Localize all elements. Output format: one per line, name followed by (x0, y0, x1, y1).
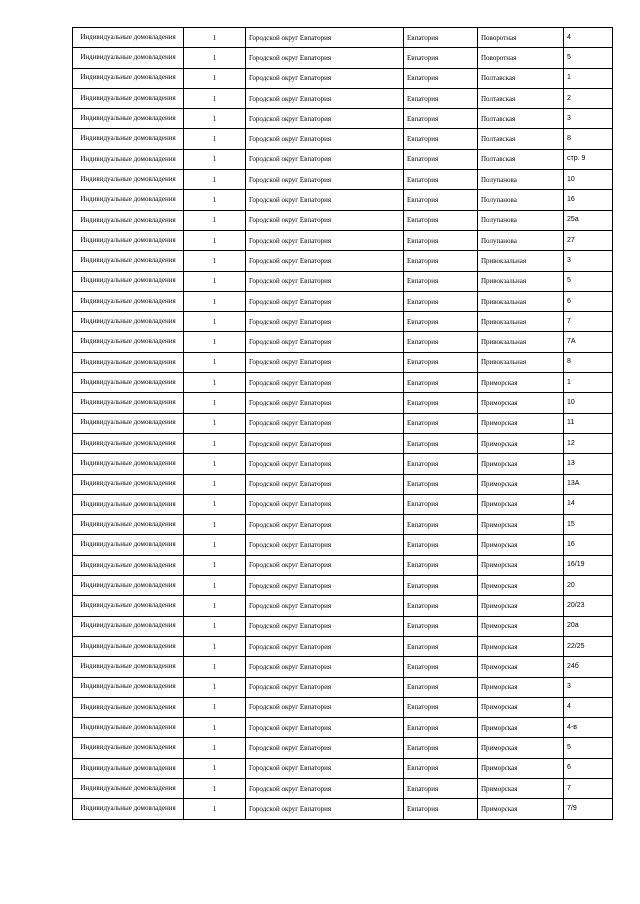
count-cell: 1 (184, 454, 246, 474)
city-cell: Евпатория (404, 494, 478, 514)
district-cell: Городской округ Евпатория (246, 494, 404, 514)
building-type-cell: Индивидуальные домовладения (73, 149, 184, 169)
street-cell: Привокзальная (478, 251, 564, 271)
city-cell: Евпатория (404, 555, 478, 575)
street-cell: Привокзальная (478, 352, 564, 372)
district-cell: Городской округ Евпатория (246, 312, 404, 332)
street-cell: Приморская (478, 433, 564, 453)
city-cell: Евпатория (404, 616, 478, 636)
house-number-cell: 20 (564, 576, 613, 596)
city-cell: Евпатория (404, 28, 478, 48)
district-cell: Городской округ Евпатория (246, 535, 404, 555)
district-cell: Городской округ Евпатория (246, 251, 404, 271)
street-cell: Привокзальная (478, 332, 564, 352)
building-type-cell: Индивидуальные домовладения (73, 799, 184, 819)
house-number-cell: 12 (564, 433, 613, 453)
house-number-cell: 5 (564, 271, 613, 291)
house-number-cell: 6 (564, 291, 613, 311)
building-type-cell: Индивидуальные домовладения (73, 697, 184, 717)
street-cell: Полупанова (478, 230, 564, 250)
table-row (73, 170, 613, 190)
street-cell: Приморская (478, 474, 564, 494)
table-row (73, 636, 613, 656)
street-cell: Приморская (478, 758, 564, 778)
city-cell: Евпатория (404, 433, 478, 453)
street-cell: Приморская (478, 494, 564, 514)
table-row (73, 718, 613, 738)
street-cell: Приморская (478, 515, 564, 535)
city-cell: Евпатория (404, 535, 478, 555)
city-cell: Евпатория (404, 454, 478, 474)
district-cell: Городской округ Евпатория (246, 657, 404, 677)
building-type-cell: Индивидуальные домовладения (73, 129, 184, 149)
district-cell: Городской округ Евпатория (246, 373, 404, 393)
city-cell: Евпатория (404, 677, 478, 697)
district-cell: Городской округ Евпатория (246, 555, 404, 575)
district-cell: Городской округ Евпатория (246, 738, 404, 758)
city-cell: Евпатория (404, 271, 478, 291)
house-number-cell: 16 (564, 190, 613, 210)
city-cell: Евпатория (404, 332, 478, 352)
house-number-cell: 8 (564, 352, 613, 372)
count-cell: 1 (184, 68, 246, 88)
building-type-cell: Индивидуальные домовладения (73, 28, 184, 48)
building-type-cell: Индивидуальные домовладения (73, 555, 184, 575)
count-cell: 1 (184, 251, 246, 271)
house-number-cell: 25а (564, 210, 613, 230)
building-type-cell: Индивидуальные домовладения (73, 109, 184, 129)
city-cell: Евпатория (404, 109, 478, 129)
city-cell: Евпатория (404, 657, 478, 677)
district-cell: Городской округ Евпатория (246, 271, 404, 291)
city-cell: Евпатория (404, 170, 478, 190)
district-cell: Городской округ Евпатория (246, 129, 404, 149)
house-number-cell: 4 (564, 28, 613, 48)
street-cell: Приморская (478, 596, 564, 616)
street-cell: Приморская (478, 657, 564, 677)
district-cell: Городской округ Евпатория (246, 474, 404, 494)
table-row (73, 332, 613, 352)
table-row (73, 433, 613, 453)
street-cell: Приморская (478, 616, 564, 636)
building-type-cell: Индивидуальные домовладения (73, 515, 184, 535)
count-cell: 1 (184, 312, 246, 332)
house-number-cell: 20а (564, 616, 613, 636)
count-cell: 1 (184, 271, 246, 291)
district-cell: Городской округ Евпатория (246, 616, 404, 636)
table-row (73, 48, 613, 68)
house-number-cell: 13А (564, 474, 613, 494)
table-row (73, 230, 613, 250)
city-cell: Евпатория (404, 799, 478, 819)
house-number-cell: 4-в (564, 718, 613, 738)
house-number-cell: 7 (564, 778, 613, 798)
house-number-cell: 3 (564, 109, 613, 129)
street-cell: Приморская (478, 535, 564, 555)
table-row (73, 190, 613, 210)
count-cell: 1 (184, 129, 246, 149)
count-cell: 1 (184, 799, 246, 819)
district-cell: Городской округ Евпатория (246, 454, 404, 474)
table-row (73, 799, 613, 819)
building-type-cell: Индивидуальные домовладения (73, 758, 184, 778)
table-row (73, 515, 613, 535)
table-row (73, 778, 613, 798)
table-row (73, 738, 613, 758)
count-cell: 1 (184, 738, 246, 758)
building-type-cell: Индивидуальные домовладения (73, 454, 184, 474)
house-number-cell: 1 (564, 373, 613, 393)
house-number-cell: 16 (564, 535, 613, 555)
district-cell: Городской округ Евпатория (246, 677, 404, 697)
district-cell: Городской округ Евпатория (246, 778, 404, 798)
address-table (72, 27, 613, 820)
building-type-cell: Индивидуальные домовладения (73, 190, 184, 210)
count-cell: 1 (184, 332, 246, 352)
count-cell: 1 (184, 555, 246, 575)
table-row (73, 373, 613, 393)
building-type-cell: Индивидуальные домовладения (73, 291, 184, 311)
table-row (73, 393, 613, 413)
count-cell: 1 (184, 48, 246, 68)
count-cell: 1 (184, 718, 246, 738)
house-number-cell: стр. 9 (564, 149, 613, 169)
building-type-cell: Индивидуальные домовладения (73, 373, 184, 393)
district-cell: Городской округ Евпатория (246, 636, 404, 656)
district-cell: Городской округ Евпатория (246, 352, 404, 372)
table-row (73, 494, 613, 514)
house-number-cell: 15 (564, 515, 613, 535)
street-cell: Привокзальная (478, 291, 564, 311)
street-cell: Полтавская (478, 68, 564, 88)
city-cell: Евпатория (404, 190, 478, 210)
house-number-cell: 11 (564, 413, 613, 433)
street-cell: Полтавская (478, 109, 564, 129)
city-cell: Евпатория (404, 474, 478, 494)
table-row (73, 596, 613, 616)
street-cell: Полупанова (478, 170, 564, 190)
city-cell: Евпатория (404, 230, 478, 250)
district-cell: Городской округ Евпатория (246, 48, 404, 68)
house-number-cell: 7 (564, 312, 613, 332)
building-type-cell: Индивидуальные домовладения (73, 312, 184, 332)
building-type-cell: Индивидуальные домовладения (73, 494, 184, 514)
house-number-cell: 6 (564, 758, 613, 778)
building-type-cell: Индивидуальные домовладения (73, 230, 184, 250)
street-cell: Приморская (478, 636, 564, 656)
count-cell: 1 (184, 474, 246, 494)
table-row (73, 454, 613, 474)
house-number-cell: 5 (564, 738, 613, 758)
building-type-cell: Индивидуальные домовладения (73, 738, 184, 758)
city-cell: Евпатория (404, 758, 478, 778)
building-type-cell: Индивидуальные домовладения (73, 657, 184, 677)
building-type-cell: Индивидуальные домовладения (73, 68, 184, 88)
count-cell: 1 (184, 170, 246, 190)
house-number-cell: 7/9 (564, 799, 613, 819)
count-cell: 1 (184, 210, 246, 230)
house-number-cell: 2 (564, 88, 613, 108)
city-cell: Евпатория (404, 373, 478, 393)
count-cell: 1 (184, 697, 246, 717)
district-cell: Городской округ Евпатория (246, 515, 404, 535)
building-type-cell: Индивидуальные домовладения (73, 210, 184, 230)
street-cell: Полупанова (478, 190, 564, 210)
table-row (73, 616, 613, 636)
district-cell: Городской округ Евпатория (246, 433, 404, 453)
count-cell: 1 (184, 190, 246, 210)
street-cell: Приморская (478, 576, 564, 596)
house-number-cell: 13 (564, 454, 613, 474)
district-cell: Городской округ Евпатория (246, 596, 404, 616)
district-cell: Городской округ Евпатория (246, 697, 404, 717)
table-row (73, 271, 613, 291)
count-cell: 1 (184, 433, 246, 453)
district-cell: Городской округ Евпатория (246, 68, 404, 88)
table-row (73, 109, 613, 129)
table-row (73, 758, 613, 778)
table-row (73, 413, 613, 433)
count-cell: 1 (184, 393, 246, 413)
street-cell: Приморская (478, 454, 564, 474)
street-cell: Приморская (478, 778, 564, 798)
building-type-cell: Индивидуальные домовладения (73, 474, 184, 494)
street-cell: Привокзальная (478, 271, 564, 291)
city-cell: Евпатория (404, 515, 478, 535)
table-row (73, 129, 613, 149)
count-cell: 1 (184, 413, 246, 433)
district-cell: Городской округ Евпатория (246, 393, 404, 413)
count-cell: 1 (184, 230, 246, 250)
street-cell: Поворотная (478, 48, 564, 68)
house-number-cell: 14 (564, 494, 613, 514)
building-type-cell: Индивидуальные домовладения (73, 48, 184, 68)
city-cell: Евпатория (404, 291, 478, 311)
count-cell: 1 (184, 109, 246, 129)
street-cell: Приморская (478, 393, 564, 413)
building-type-cell: Индивидуальные домовладения (73, 170, 184, 190)
count-cell: 1 (184, 28, 246, 48)
city-cell: Евпатория (404, 88, 478, 108)
house-number-cell: 8 (564, 129, 613, 149)
city-cell: Евпатория (404, 68, 478, 88)
count-cell: 1 (184, 535, 246, 555)
table-row (73, 28, 613, 48)
street-cell: Приморская (478, 697, 564, 717)
city-cell: Евпатория (404, 393, 478, 413)
table-row (73, 474, 613, 494)
street-cell: Приморская (478, 413, 564, 433)
table-row (73, 657, 613, 677)
street-cell: Привокзальная (478, 312, 564, 332)
table-row (73, 576, 613, 596)
table-row (73, 697, 613, 717)
district-cell: Городской округ Евпатория (246, 718, 404, 738)
building-type-cell: Индивидуальные домовладения (73, 535, 184, 555)
city-cell: Евпатория (404, 636, 478, 656)
district-cell: Городской округ Евпатория (246, 170, 404, 190)
street-cell: Полтавская (478, 88, 564, 108)
street-cell: Приморская (478, 677, 564, 697)
building-type-cell: Индивидуальные домовладения (73, 271, 184, 291)
district-cell: Городской округ Евпатория (246, 576, 404, 596)
table-row (73, 251, 613, 271)
city-cell: Евпатория (404, 718, 478, 738)
table-row (73, 352, 613, 372)
building-type-cell: Индивидуальные домовладения (73, 393, 184, 413)
table-row (73, 68, 613, 88)
table-row (73, 535, 613, 555)
house-number-cell: 1 (564, 68, 613, 88)
district-cell: Городской округ Евпатория (246, 28, 404, 48)
district-cell: Городской округ Евпатория (246, 291, 404, 311)
building-type-cell: Индивидуальные домовладения (73, 778, 184, 798)
building-type-cell: Индивидуальные домовладения (73, 596, 184, 616)
count-cell: 1 (184, 758, 246, 778)
building-type-cell: Индивидуальные домовладения (73, 88, 184, 108)
building-type-cell: Индивидуальные домовладения (73, 718, 184, 738)
table-row (73, 555, 613, 575)
building-type-cell: Индивидуальные домовладения (73, 677, 184, 697)
district-cell: Городской округ Евпатория (246, 149, 404, 169)
building-type-cell: Индивидуальные домовладения (73, 251, 184, 271)
count-cell: 1 (184, 616, 246, 636)
district-cell: Городской округ Евпатория (246, 190, 404, 210)
count-cell: 1 (184, 636, 246, 656)
street-cell: Приморская (478, 555, 564, 575)
house-number-cell: 3 (564, 251, 613, 271)
street-cell: Полтавская (478, 129, 564, 149)
building-type-cell: Индивидуальные домовладения (73, 352, 184, 372)
district-cell: Городской округ Евпатория (246, 88, 404, 108)
street-cell: Приморская (478, 738, 564, 758)
building-type-cell: Индивидуальные домовладения (73, 433, 184, 453)
house-number-cell: 16/19 (564, 555, 613, 575)
house-number-cell: 4 (564, 697, 613, 717)
building-type-cell: Индивидуальные домовладения (73, 576, 184, 596)
building-type-cell: Индивидуальные домовладения (73, 413, 184, 433)
house-number-cell: 27 (564, 230, 613, 250)
count-cell: 1 (184, 373, 246, 393)
city-cell: Евпатория (404, 251, 478, 271)
city-cell: Евпатория (404, 738, 478, 758)
count-cell: 1 (184, 88, 246, 108)
count-cell: 1 (184, 677, 246, 697)
city-cell: Евпатория (404, 697, 478, 717)
table-row (73, 88, 613, 108)
city-cell: Евпатория (404, 413, 478, 433)
table-row (73, 312, 613, 332)
count-cell: 1 (184, 291, 246, 311)
street-cell: Приморская (478, 373, 564, 393)
count-cell: 1 (184, 352, 246, 372)
city-cell: Евпатория (404, 210, 478, 230)
house-number-cell: 22/25 (564, 636, 613, 656)
city-cell: Евпатория (404, 312, 478, 332)
house-number-cell: 10 (564, 393, 613, 413)
district-cell: Городской округ Евпатория (246, 230, 404, 250)
table-row (73, 677, 613, 697)
district-cell: Городской округ Евпатория (246, 799, 404, 819)
table-row (73, 291, 613, 311)
city-cell: Евпатория (404, 778, 478, 798)
house-number-cell: 7А (564, 332, 613, 352)
count-cell: 1 (184, 778, 246, 798)
district-cell: Городской округ Евпатория (246, 413, 404, 433)
street-cell: Поворотная (478, 28, 564, 48)
building-type-cell: Индивидуальные домовладения (73, 616, 184, 636)
table-row (73, 149, 613, 169)
count-cell: 1 (184, 596, 246, 616)
district-cell: Городской округ Евпатория (246, 332, 404, 352)
city-cell: Евпатория (404, 576, 478, 596)
street-cell: Приморская (478, 799, 564, 819)
street-cell: Полупанова (478, 210, 564, 230)
address-table-body (73, 28, 613, 820)
table-row (73, 210, 613, 230)
count-cell: 1 (184, 576, 246, 596)
city-cell: Евпатория (404, 48, 478, 68)
district-cell: Городской округ Евпатория (246, 109, 404, 129)
house-number-cell: 3 (564, 677, 613, 697)
street-cell: Приморская (478, 718, 564, 738)
street-cell: Полтавская (478, 149, 564, 169)
city-cell: Евпатория (404, 596, 478, 616)
house-number-cell: 24б (564, 657, 613, 677)
house-number-cell: 5 (564, 48, 613, 68)
count-cell: 1 (184, 494, 246, 514)
city-cell: Евпатория (404, 352, 478, 372)
house-number-cell: 10 (564, 170, 613, 190)
city-cell: Евпатория (404, 129, 478, 149)
count-cell: 1 (184, 657, 246, 677)
count-cell: 1 (184, 515, 246, 535)
city-cell: Евпатория (404, 149, 478, 169)
house-number-cell: 20/23 (564, 596, 613, 616)
district-cell: Городской округ Евпатория (246, 758, 404, 778)
building-type-cell: Индивидуальные домовладения (73, 636, 184, 656)
district-cell: Городской округ Евпатория (246, 210, 404, 230)
count-cell: 1 (184, 149, 246, 169)
building-type-cell: Индивидуальные домовладения (73, 332, 184, 352)
